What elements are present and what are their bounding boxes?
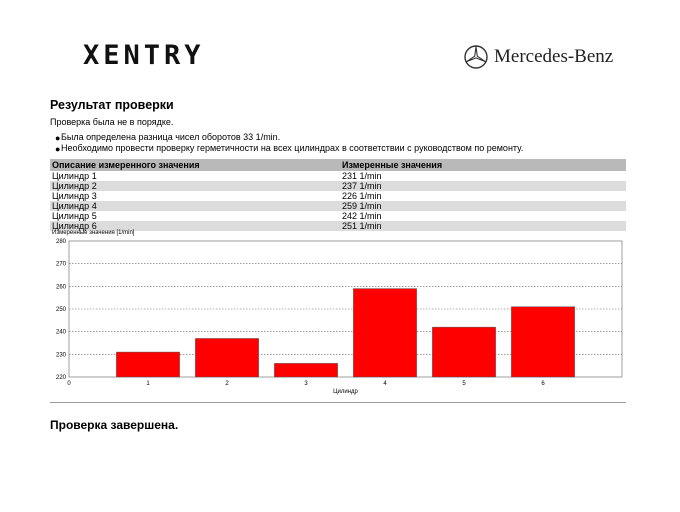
bullet-icon: ● (55, 133, 61, 143)
mercedes-star-icon (464, 45, 488, 69)
x-tick-label: 6 (541, 381, 545, 387)
bar-cylinder-6 (511, 307, 574, 377)
findings-list (50, 132, 626, 154)
cylinder-value: 242 1/min (340, 211, 626, 221)
cylinder-name: Цилиндр 5 (50, 211, 340, 221)
report-content (50, 98, 626, 231)
cylinder-value: 226 1/min (340, 191, 626, 201)
x-tick-label: 4 (383, 381, 387, 387)
table-header-row (50, 159, 626, 171)
page-title: Результат проверки (50, 98, 174, 112)
bar-cylinder-2 (195, 338, 258, 377)
y-axis-label: Измеренные значения [1/min] (52, 230, 135, 236)
table-row (50, 181, 626, 191)
column-header-description: Описание измеренного значения (50, 159, 340, 171)
measurements-table (50, 159, 626, 231)
completion-text: Проверка завершена. (50, 418, 179, 432)
status-text: Проверка была не в порядке. (50, 117, 174, 127)
bar-cylinder-5 (432, 327, 495, 377)
x-tick-label: 3 (304, 381, 308, 387)
x-tick-label: 2 (225, 381, 229, 387)
rpm-bar-chart (50, 228, 626, 404)
xentry-logo: XENTRY (83, 40, 205, 71)
bar-cylinder-4 (353, 289, 416, 377)
table-row (50, 201, 626, 211)
y-tick-label: 270 (55, 261, 66, 268)
cylinder-name: Цилиндр 4 (50, 201, 340, 211)
bar-cylinder-1 (116, 352, 179, 377)
y-tick-label: 280 (55, 239, 66, 245)
x-tick-label: 0 (67, 381, 71, 387)
cylinder-value: 237 1/min (340, 181, 626, 191)
table-row (50, 171, 626, 181)
list-item (50, 132, 626, 143)
y-tick-label: 230 (55, 352, 66, 359)
bar-cylinder-3 (274, 363, 337, 377)
bullet-icon: ● (55, 144, 61, 154)
cylinder-name: Цилиндр 2 (50, 181, 340, 191)
y-tick-label: 220 (55, 375, 66, 381)
x-axis-label: Цилиндр (333, 389, 358, 395)
column-header-values: Измеренные значения (340, 159, 626, 171)
y-tick-label: 240 (55, 329, 66, 336)
x-tick-label: 1 (146, 381, 150, 387)
report-header (0, 0, 680, 90)
mercedes-benz-wordmark: Mercedes-Benz (494, 46, 614, 67)
chart-svg (50, 228, 626, 404)
cylinder-name: Цилиндр 1 (50, 171, 340, 181)
finding-text: Необходимо провести проверку герметичности на всех цилиндрах в соответствии с руководством по ремонту. (61, 143, 524, 153)
x-tick-label: 5 (462, 381, 466, 387)
cylinder-value: 231 1/min (340, 171, 626, 181)
cylinder-value: 251 1/min (340, 221, 626, 231)
cylinder-value: 259 1/min (340, 201, 626, 211)
cylinder-name: Цилиндр 6 (50, 221, 340, 231)
divider (50, 402, 626, 403)
cylinder-name: Цилиндр 3 (50, 191, 340, 201)
y-tick-label: 250 (55, 307, 66, 313)
list-item (50, 143, 626, 154)
mercedes-benz-logo (464, 44, 613, 70)
finding-text: Была определена разница чисел оборотов 33 1/min. (61, 132, 281, 142)
table-row (50, 211, 626, 221)
y-tick-label: 260 (55, 284, 66, 291)
table-row (50, 191, 626, 201)
